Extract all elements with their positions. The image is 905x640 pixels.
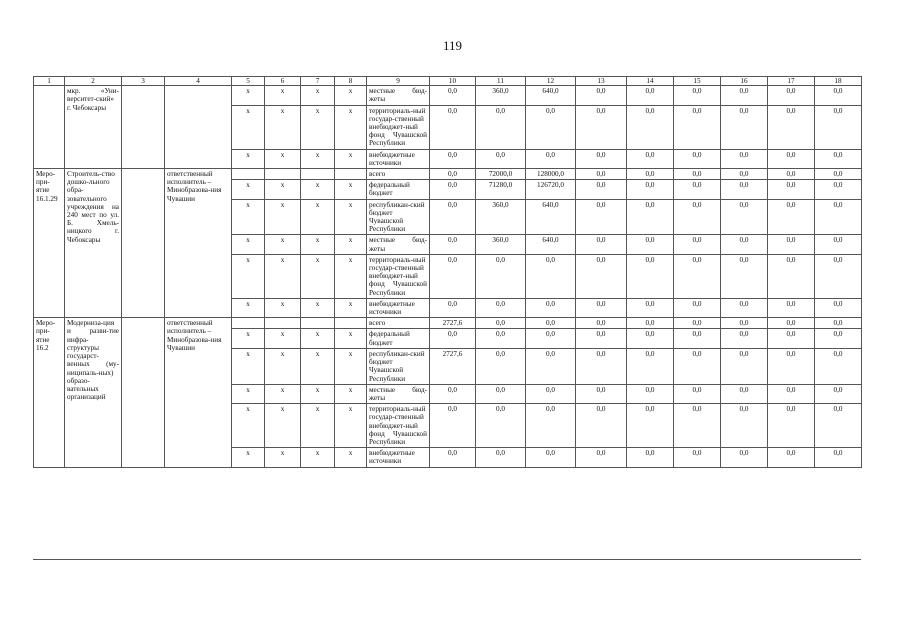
amount-cell: 0,0 <box>627 298 674 317</box>
amount-cell: 0,0 <box>674 169 721 180</box>
column-number: 1 <box>34 77 65 86</box>
amount-cell: 0,0 <box>526 254 576 298</box>
column-number: 13 <box>576 77 627 86</box>
amount-cell: 0,0 <box>627 235 674 254</box>
amount-cell: 0,0 <box>674 199 721 235</box>
amount-cell: 0,0 <box>815 404 862 448</box>
code-cell: x <box>335 149 367 168</box>
amount-cell: 0,0 <box>721 404 768 448</box>
amount-cell: 2727,6 <box>430 348 476 384</box>
code-cell: x <box>265 235 301 254</box>
amount-cell: 0,0 <box>627 348 674 384</box>
code-cell: x <box>232 105 265 149</box>
amount-cell: 0,0 <box>627 86 674 105</box>
amount-cell: 360,0 <box>476 86 526 105</box>
amount-cell: 0,0 <box>576 199 627 235</box>
code-cell: x <box>265 404 301 448</box>
column-number: 6 <box>265 77 301 86</box>
funding-source: территориаль-ный государ-ственный внебюджет-ный фонд Чувашской Республики <box>367 404 430 448</box>
amount-cell: 0,0 <box>721 199 768 235</box>
amount-cell: 0,0 <box>721 105 768 149</box>
amount-cell: 0,0 <box>526 149 576 168</box>
column-number: 10 <box>430 77 476 86</box>
amount-cell: 0,0 <box>721 86 768 105</box>
amount-cell: 0,0 <box>768 149 815 168</box>
amount-cell: 0,0 <box>576 298 627 317</box>
code-cell <box>265 169 301 180</box>
column-number: 16 <box>721 77 768 86</box>
column-number: 12 <box>526 77 576 86</box>
amount-cell: 0,0 <box>815 169 862 180</box>
amount-cell: 0,0 <box>815 199 862 235</box>
amount-cell: 360,0 <box>476 235 526 254</box>
amount-cell: 0,0 <box>721 448 768 467</box>
amount-cell: 0,0 <box>768 180 815 199</box>
amount-cell: 0,0 <box>430 404 476 448</box>
amount-cell: 0,0 <box>576 235 627 254</box>
amount-cell: 0,0 <box>430 329 476 348</box>
code-cell <box>232 169 265 180</box>
table-row <box>34 169 862 180</box>
amount-cell: 0,0 <box>721 298 768 317</box>
amount-cell: 72000,0 <box>476 169 526 180</box>
budget-table <box>33 76 862 468</box>
amount-cell: 0,0 <box>476 329 526 348</box>
event-c4 <box>165 86 232 169</box>
amount-cell: 0,0 <box>815 298 862 317</box>
amount-cell: 0,0 <box>815 149 862 168</box>
amount-cell: 0,0 <box>674 384 721 403</box>
column-number: 7 <box>301 77 335 86</box>
amount-cell: 0,0 <box>526 318 576 329</box>
amount-cell: 0,0 <box>768 348 815 384</box>
code-cell: x <box>232 254 265 298</box>
table-row <box>34 318 862 329</box>
amount-cell: 0,0 <box>768 199 815 235</box>
amount-cell: 0,0 <box>721 318 768 329</box>
code-cell: x <box>232 180 265 199</box>
column-number: 5 <box>232 77 265 86</box>
code-cell: x <box>301 86 335 105</box>
amount-cell: 0,0 <box>576 318 627 329</box>
amount-cell: 0,0 <box>674 404 721 448</box>
amount-cell: 0,0 <box>815 329 862 348</box>
amount-cell: 640,0 <box>526 86 576 105</box>
amount-cell: 0,0 <box>430 86 476 105</box>
event-c3 <box>122 86 165 169</box>
event-c2: Модерниза-ция и разви-тие инфра-структуры государст-венных (му-ниципаль-ных) образо-вательных организаций <box>65 318 122 467</box>
amount-cell: 126720,0 <box>526 180 576 199</box>
code-cell: x <box>335 448 367 467</box>
amount-cell: 0,0 <box>526 105 576 149</box>
code-cell: x <box>265 86 301 105</box>
amount-cell: 0,0 <box>768 329 815 348</box>
amount-cell: 0,0 <box>576 86 627 105</box>
amount-cell: 0,0 <box>768 298 815 317</box>
code-cell <box>335 318 367 329</box>
amount-cell: 0,0 <box>674 448 721 467</box>
amount-cell: 71280,0 <box>476 180 526 199</box>
event-c2: Строитель-ство дошко-льного обра-зовательного учреждения на 240 мест по ул. Б. Хмель-ницкого г. Чебоксары <box>65 169 122 318</box>
code-cell: x <box>335 254 367 298</box>
amount-cell: 0,0 <box>627 149 674 168</box>
code-cell: x <box>265 149 301 168</box>
amount-cell: 0,0 <box>768 254 815 298</box>
amount-cell: 0,0 <box>768 404 815 448</box>
code-cell: x <box>232 348 265 384</box>
amount-cell: 0,0 <box>721 169 768 180</box>
amount-cell: 0,0 <box>815 180 862 199</box>
code-cell: x <box>265 329 301 348</box>
amount-cell: 0,0 <box>430 448 476 467</box>
amount-cell: 0,0 <box>674 86 721 105</box>
code-cell: x <box>335 384 367 403</box>
amount-cell: 0,0 <box>430 235 476 254</box>
code-cell: x <box>232 149 265 168</box>
amount-cell: 0,0 <box>476 348 526 384</box>
amount-cell: 0,0 <box>430 254 476 298</box>
amount-cell: 0,0 <box>627 105 674 149</box>
funding-source: всего <box>367 318 430 329</box>
amount-cell: 0,0 <box>476 384 526 403</box>
code-cell: x <box>335 180 367 199</box>
amount-cell: 0,0 <box>576 180 627 199</box>
table-row <box>34 86 862 105</box>
code-cell: x <box>301 199 335 235</box>
code-cell: x <box>335 86 367 105</box>
event-c1: Меро-при-ятие 16.2 <box>34 318 65 467</box>
amount-cell: 360,0 <box>476 199 526 235</box>
amount-cell: 0,0 <box>721 348 768 384</box>
amount-cell: 0,0 <box>674 254 721 298</box>
funding-source: местные бюд-жеты <box>367 86 430 105</box>
amount-cell: 0,0 <box>674 105 721 149</box>
amount-cell: 0,0 <box>430 149 476 168</box>
column-number: 18 <box>815 77 862 86</box>
amount-cell: 0,0 <box>815 318 862 329</box>
code-cell: x <box>265 180 301 199</box>
code-cell: x <box>232 448 265 467</box>
column-number: 9 <box>367 77 430 86</box>
amount-cell: 0,0 <box>576 448 627 467</box>
amount-cell: 0,0 <box>430 169 476 180</box>
event-c2: мкр. «Уни-верситет-ский» г. Чебоксары <box>65 86 122 169</box>
funding-source: местные бюд-жеты <box>367 235 430 254</box>
code-cell: x <box>301 254 335 298</box>
amount-cell: 0,0 <box>576 404 627 448</box>
code-cell <box>232 318 265 329</box>
code-cell: x <box>301 298 335 317</box>
amount-cell: 640,0 <box>526 235 576 254</box>
amount-cell: 0,0 <box>576 169 627 180</box>
event-c4: ответственный исполнитель – Минобразова-ния Чувашии <box>165 318 232 467</box>
amount-cell: 0,0 <box>815 348 862 384</box>
amount-cell: 0,0 <box>576 348 627 384</box>
code-cell <box>265 318 301 329</box>
amount-cell: 0,0 <box>526 298 576 317</box>
column-number-row <box>34 77 862 86</box>
amount-cell: 0,0 <box>627 318 674 329</box>
amount-cell: 0,0 <box>768 169 815 180</box>
code-cell: x <box>232 86 265 105</box>
code-cell <box>335 169 367 180</box>
code-cell: x <box>301 329 335 348</box>
amount-cell: 0,0 <box>815 448 862 467</box>
amount-cell: 0,0 <box>526 348 576 384</box>
amount-cell: 0,0 <box>768 448 815 467</box>
amount-cell: 0,0 <box>674 180 721 199</box>
event-c3 <box>122 318 165 467</box>
column-number: 17 <box>768 77 815 86</box>
code-cell: x <box>335 235 367 254</box>
amount-cell: 0,0 <box>721 149 768 168</box>
amount-cell: 0,0 <box>768 105 815 149</box>
table-bottom-rule <box>33 559 861 560</box>
code-cell: x <box>335 199 367 235</box>
code-cell: x <box>265 298 301 317</box>
amount-cell: 0,0 <box>674 318 721 329</box>
column-number: 14 <box>627 77 674 86</box>
code-cell: x <box>301 404 335 448</box>
amount-cell: 0,0 <box>674 348 721 384</box>
code-cell: x <box>301 384 335 403</box>
funding-source: федеральный бюджет <box>367 180 430 199</box>
funding-source: территориаль-ный государ-ственный внебюджет-ный фонд Чувашской Республики <box>367 105 430 149</box>
code-cell <box>301 318 335 329</box>
code-cell: x <box>265 348 301 384</box>
amount-cell: 0,0 <box>430 298 476 317</box>
amount-cell: 0,0 <box>815 105 862 149</box>
code-cell: x <box>232 235 265 254</box>
funding-source: внебюджетные источники <box>367 448 430 467</box>
code-cell: x <box>335 348 367 384</box>
funding-source: местные бюд-жеты <box>367 384 430 403</box>
amount-cell: 0,0 <box>721 180 768 199</box>
amount-cell: 0,0 <box>476 105 526 149</box>
amount-cell: 0,0 <box>721 384 768 403</box>
code-cell: x <box>335 298 367 317</box>
column-number: 8 <box>335 77 367 86</box>
code-cell: x <box>301 448 335 467</box>
amount-cell: 640,0 <box>526 199 576 235</box>
amount-cell: 0,0 <box>768 86 815 105</box>
code-cell: x <box>335 105 367 149</box>
funding-source: республикан-ский бюджет Чувашской Республики <box>367 199 430 235</box>
code-cell: x <box>335 404 367 448</box>
column-number: 2 <box>65 77 122 86</box>
code-cell: x <box>232 384 265 403</box>
amount-cell: 0,0 <box>674 329 721 348</box>
code-cell: x <box>265 199 301 235</box>
amount-cell: 0,0 <box>476 298 526 317</box>
amount-cell: 0,0 <box>430 180 476 199</box>
amount-cell: 0,0 <box>526 384 576 403</box>
amount-cell: 0,0 <box>768 235 815 254</box>
amount-cell: 0,0 <box>674 149 721 168</box>
amount-cell: 0,0 <box>627 384 674 403</box>
amount-cell: 0,0 <box>627 169 674 180</box>
amount-cell: 2727,6 <box>430 318 476 329</box>
amount-cell: 0,0 <box>627 404 674 448</box>
amount-cell: 0,0 <box>768 318 815 329</box>
amount-cell: 0,0 <box>627 448 674 467</box>
code-cell: x <box>335 329 367 348</box>
amount-cell: 0,0 <box>627 329 674 348</box>
amount-cell: 0,0 <box>721 254 768 298</box>
amount-cell: 0,0 <box>476 318 526 329</box>
amount-cell: 0,0 <box>526 329 576 348</box>
code-cell: x <box>232 329 265 348</box>
amount-cell: 0,0 <box>721 235 768 254</box>
amount-cell: 128000,0 <box>526 169 576 180</box>
amount-cell: 0,0 <box>768 384 815 403</box>
amount-cell: 0,0 <box>627 180 674 199</box>
code-cell: x <box>265 254 301 298</box>
funding-source: республикан-ский бюджет Чувашской Республики <box>367 348 430 384</box>
event-c4: ответственный исполнитель – Минобразова-ния Чувашии <box>165 169 232 318</box>
amount-cell: 0,0 <box>430 199 476 235</box>
code-cell: x <box>232 298 265 317</box>
amount-cell: 0,0 <box>576 384 627 403</box>
amount-cell: 0,0 <box>576 105 627 149</box>
amount-cell: 0,0 <box>721 329 768 348</box>
column-number: 15 <box>674 77 721 86</box>
amount-cell: 0,0 <box>526 404 576 448</box>
amount-cell: 0,0 <box>476 404 526 448</box>
event-c1 <box>34 86 65 169</box>
amount-cell: 0,0 <box>627 199 674 235</box>
column-number: 4 <box>165 77 232 86</box>
funding-source: внебюджетные источники <box>367 298 430 317</box>
code-cell: x <box>232 404 265 448</box>
amount-cell: 0,0 <box>476 448 526 467</box>
amount-cell: 0,0 <box>815 86 862 105</box>
amount-cell: 0,0 <box>815 384 862 403</box>
amount-cell: 0,0 <box>815 254 862 298</box>
amount-cell: 0,0 <box>576 149 627 168</box>
code-cell: x <box>301 180 335 199</box>
amount-cell: 0,0 <box>576 329 627 348</box>
page-number: 119 <box>442 38 463 53</box>
column-number: 3 <box>122 77 165 86</box>
event-c1: Меро-при-ятие 16.1.29 <box>34 169 65 318</box>
amount-cell: 0,0 <box>576 254 627 298</box>
amount-cell: 0,0 <box>526 448 576 467</box>
amount-cell: 0,0 <box>476 254 526 298</box>
code-cell: x <box>232 199 265 235</box>
amount-cell: 0,0 <box>476 149 526 168</box>
amount-cell: 0,0 <box>430 384 476 403</box>
column-number: 11 <box>476 77 526 86</box>
funding-source: федеральный бюджет <box>367 329 430 348</box>
amount-cell: 0,0 <box>627 254 674 298</box>
amount-cell: 0,0 <box>674 298 721 317</box>
code-cell <box>301 169 335 180</box>
amount-cell: 0,0 <box>674 235 721 254</box>
code-cell: x <box>301 348 335 384</box>
code-cell: x <box>265 384 301 403</box>
code-cell: x <box>301 235 335 254</box>
funding-source: внебюджетные источники <box>367 149 430 168</box>
funding-source: территориаль-ный государ-ственный внебюджет-ный фонд Чувашской Республики <box>367 254 430 298</box>
amount-cell: 0,0 <box>815 235 862 254</box>
code-cell: x <box>265 105 301 149</box>
funding-source: всего <box>367 169 430 180</box>
event-c3 <box>122 169 165 318</box>
code-cell: x <box>301 149 335 168</box>
code-cell: x <box>265 448 301 467</box>
amount-cell: 0,0 <box>430 105 476 149</box>
code-cell: x <box>301 105 335 149</box>
